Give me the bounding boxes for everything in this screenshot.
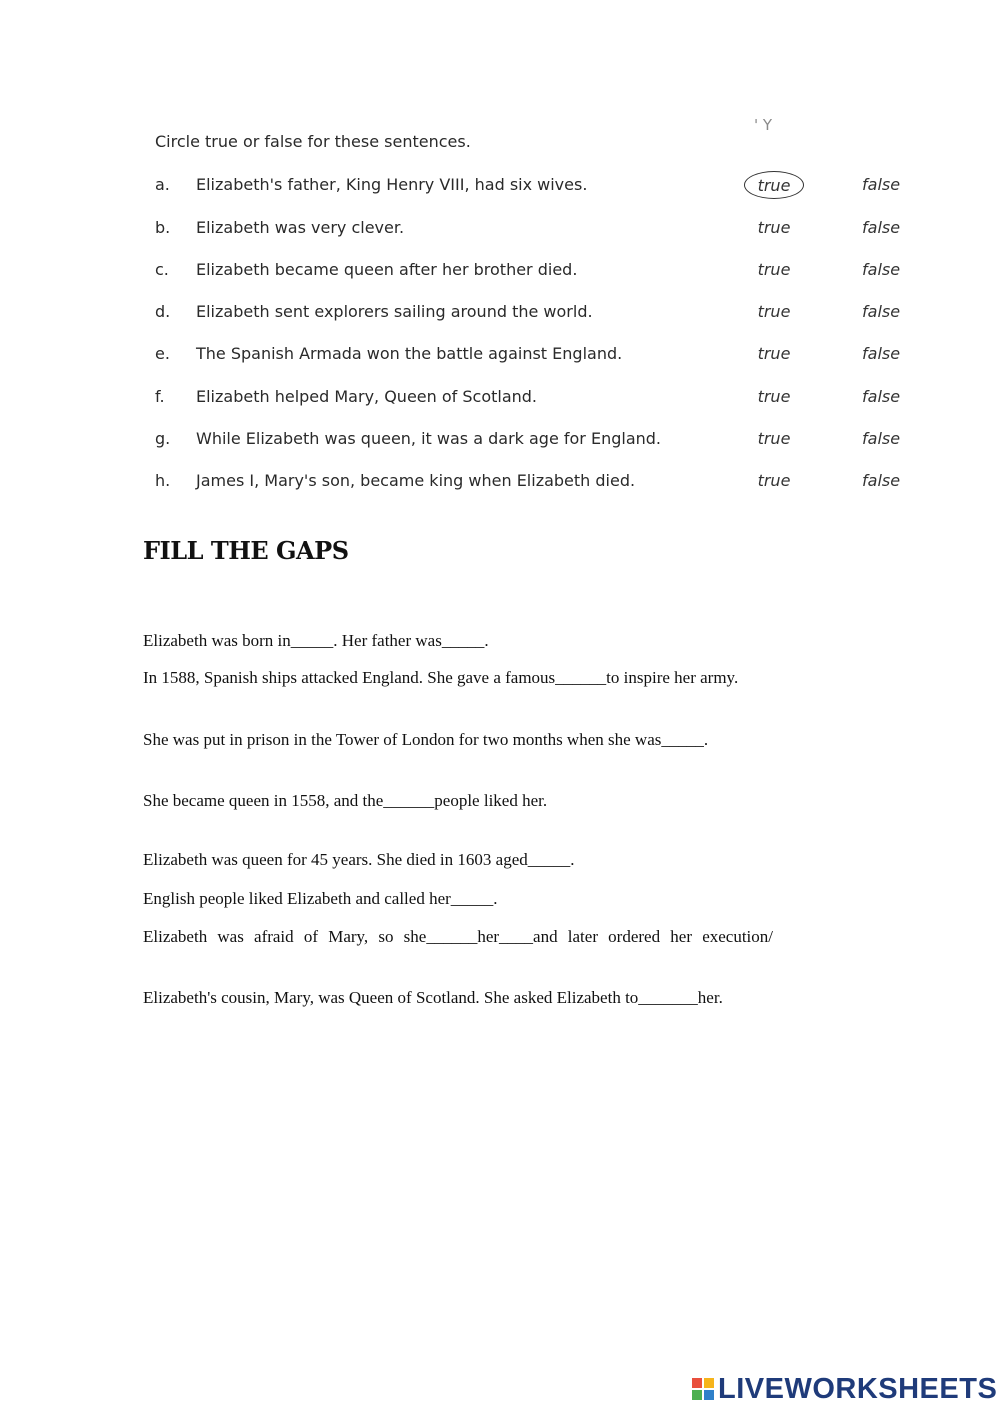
true-option[interactable]: true	[757, 471, 791, 490]
false-option[interactable]: false	[862, 302, 901, 321]
false-option[interactable]: false	[862, 429, 901, 448]
tf-row-c	[0, 260, 999, 286]
false-option[interactable]: false	[862, 344, 901, 363]
gap-sentence[interactable]: Elizabeth was queen for 45 years. She died in 1603 aged_____.	[143, 850, 575, 869]
liveworksheets-logo	[692, 1374, 997, 1404]
true-false-instructions: Circle true or false for these sentences.	[155, 132, 471, 151]
gap-sentence[interactable]: English people liked Elizabeth and called her_____.	[143, 889, 498, 908]
gap-sentence[interactable]: Elizabeth was born in_____. Her father was_____.	[143, 631, 489, 650]
tf-row-d	[0, 302, 999, 328]
gap-sentence[interactable]: Elizabeth's cousin, Mary, was Queen of Scotland. She asked Elizabeth to_______her.	[143, 988, 723, 1007]
true-option[interactable]: true	[757, 429, 791, 448]
logo-squares-icon	[692, 1378, 714, 1400]
fill-gaps-heading: FILL THE GAPS	[143, 536, 349, 565]
tf-letter: d.	[155, 302, 171, 321]
logo-square	[692, 1390, 702, 1400]
true-option[interactable]: true	[757, 218, 791, 237]
tf-row-g	[0, 429, 999, 455]
tf-letter: f.	[155, 387, 165, 406]
false-option[interactable]: false	[862, 218, 901, 237]
true-option-selected[interactable]: true	[744, 171, 804, 199]
tf-statement: Elizabeth helped Mary, Queen of Scotland.	[196, 387, 538, 406]
tf-statement: The Spanish Armada won the battle against England.	[196, 344, 623, 363]
tf-row-h	[0, 471, 999, 497]
tf-letter: g.	[155, 429, 171, 448]
tf-statement: Elizabeth was very clever.	[196, 218, 405, 237]
tf-letter: c.	[155, 260, 169, 279]
logo-square	[692, 1378, 702, 1388]
tf-letter: b.	[155, 218, 171, 237]
tf-letter: e.	[155, 344, 170, 363]
tf-letter: h.	[155, 471, 171, 490]
tf-statement: While Elizabeth was queen, it was a dark age for England.	[196, 429, 662, 448]
gap-sentence[interactable]: She was put in prison in the Tower of London for two months when she was_____.	[143, 730, 709, 749]
true-option[interactable]: true	[757, 387, 791, 406]
tf-statement: James I, Mary's son, became king when Elizabeth died.	[196, 471, 636, 490]
tf-statement: Elizabeth's father, King Henry VIII, had six wives.	[196, 175, 588, 194]
tf-statement: Elizabeth sent explorers sailing around the world.	[196, 302, 593, 321]
true-option[interactable]: true	[757, 344, 791, 363]
false-option[interactable]: false	[862, 175, 901, 194]
logo-text: LIVEWORKSHEETS	[718, 1372, 998, 1405]
logo-square	[704, 1390, 714, 1400]
logo-square	[704, 1378, 714, 1388]
tf-row-a	[0, 175, 999, 201]
true-option[interactable]: true	[757, 302, 791, 321]
gap-sentence[interactable]: Elizabeth was afraid of Mary, so she______her____and later ordered her execution/	[143, 927, 773, 946]
tf-statement: Elizabeth became queen after her brother died.	[196, 260, 578, 279]
gap-sentence[interactable]: She became queen in 1558, and the______people liked her.	[143, 791, 548, 810]
false-option[interactable]: false	[862, 260, 901, 279]
false-option[interactable]: false	[862, 471, 901, 490]
stray-pen-mark: ' Y	[754, 116, 773, 134]
tf-row-b	[0, 218, 999, 244]
tf-row-f	[0, 387, 999, 413]
gap-sentence[interactable]: In 1588, Spanish ships attacked England. She gave a famous______to inspire her army.	[143, 668, 739, 687]
tf-letter: a.	[155, 175, 170, 194]
false-option[interactable]: false	[862, 387, 901, 406]
tf-row-e	[0, 344, 999, 370]
true-option[interactable]: true	[757, 260, 791, 279]
